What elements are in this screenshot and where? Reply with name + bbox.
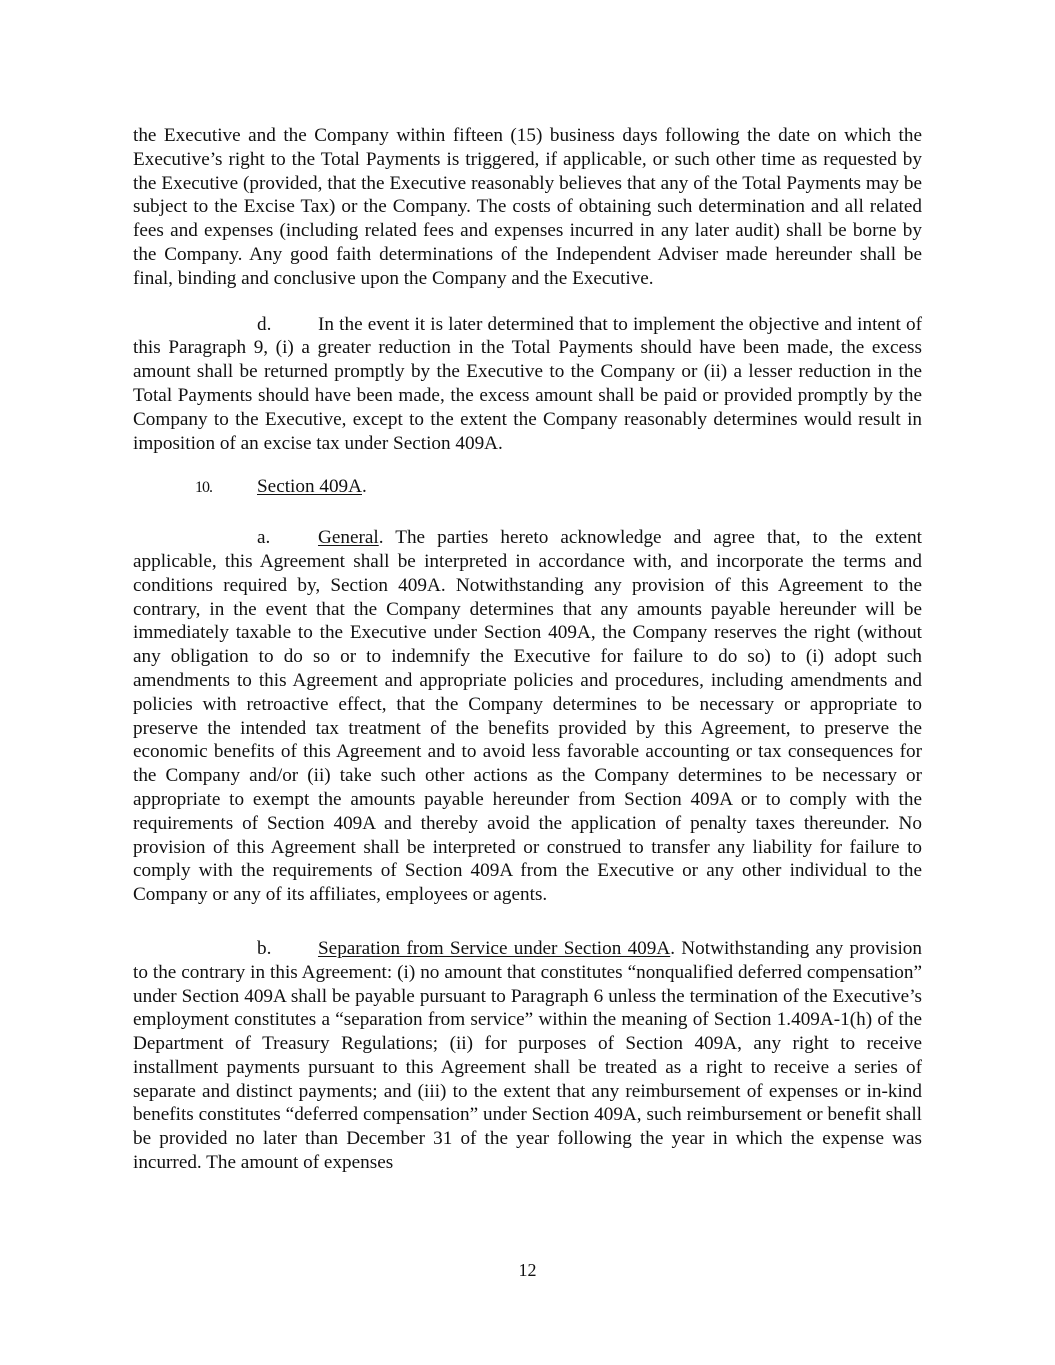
section-10-heading — [133, 475, 922, 500]
paragraph-b-marker: b. — [257, 937, 272, 959]
paragraph-b-title: Separation from Service under Section 409A — [318, 937, 671, 959]
page-number: 12 — [518, 1260, 537, 1280]
paragraph-a-marker: a. — [257, 527, 271, 549]
document-page — [133, 124, 922, 1175]
paragraph-d — [133, 313, 922, 456]
paragraph-b — [133, 937, 922, 1175]
paragraph-d-marker: d. — [257, 313, 272, 335]
section-10-punct: . — [362, 476, 367, 498]
section-10-title: Section 409A — [257, 476, 362, 498]
paragraph-a-text: . The parties hereto acknowledge and agree that, to the extent applicable, this Agreement shall be interpreted in accordance with, and incorporate the terms and conditions required by, Section 409A. Notwithstanding any provision of this Agreement to the contrary, in the event that the Company determines that any amounts payable hereunder will be immediately taxable to the Executive under Section 409A, the Company reserves the right (without any obligation to do so or to indemnify the Executive for failure to do so) to (i) adopt such amendments to this Agreement and appropriate policies and procedures, including amendments and policies with retroactive effect, that the Company determines to be necessary or appropriate to preserve the intended tax treatment of the benefits provided by this Agreement, to preserve the economic benefits of this Agreement and to avoid less favorable accounting or tax consequences for the Company and/or (ii) take such other actions as the Company determines to be necessary or appropriate to exempt the amounts payable hereunder from Section 409A or to comply with the requirements of Section 409A and thereby avoid the application of penalty taxes thereunder. No provision of this Agreement shall be interpreted or construed to transfer any liability for failure to comply with the requirements of Section 409A from the Executive or any other individual to the Company or any of its affiliates, employees or agents. — [133, 527, 922, 906]
paragraph-a-title: General — [318, 527, 379, 549]
continuation-paragraph: the Executive and the Company within fifteen (15) business days following the date on which the Executive’s right to the Total Payments is triggered, if applicable, or such other time as requested by the Executive (provided, that the Executive reasonably believes that any of the Total Payments may be subject to the Excise Tax) or the Company. The costs of obtaining such determination and all related fees and expenses (including related fees and expenses incurred in any later audit) shall be borne by the Company. Any good faith determinations of the Independent Adviser made hereunder shall be final, binding and conclusive upon the Company and the Executive. — [133, 125, 922, 289]
paragraph-b-text: . Notwithstanding any provision to the contrary in this Agreement: (i) no amount that constitutes “nonqualified deferred compensation” under Section 409A shall be payable pursuant to Paragraph 6 unless the termination of the Executive’s employment constitutes a “separation from service” within the meaning of Section 1.409A-1(h) of the Department of Treasury Regulations; (ii) for purposes of Section 409A, any right to receive installment payments pursuant to this Agreement shall be treated as a right to receive a series of separate and distinct payments; and (iii) to the extent that any reimbursement of expenses or in-kind benefits constitutes “deferred compensation” under Section 409A, such reimbursement or benefit shall be provided no later than December 31 of the year following the year in which the expense was incurred. The amount of expenses — [133, 937, 922, 1174]
section-10-number: 10. — [195, 479, 212, 497]
paragraph-a — [133, 526, 922, 907]
paragraph-d-text: In the event it is later determined that to implement the objective and intent of this Paragraph 9, (i) a greater reduction in the Total Payments should have been made, the excess amount shall be returned promptly by the Executive to the Company or (ii) a lesser reduction in the Total Payments should have been made, the excess amount shall be paid or provided promptly by the Company to the Executive, except to the extent the Company reasonably determines would result in imposition of an excise tax under Section 409A. — [133, 313, 922, 454]
